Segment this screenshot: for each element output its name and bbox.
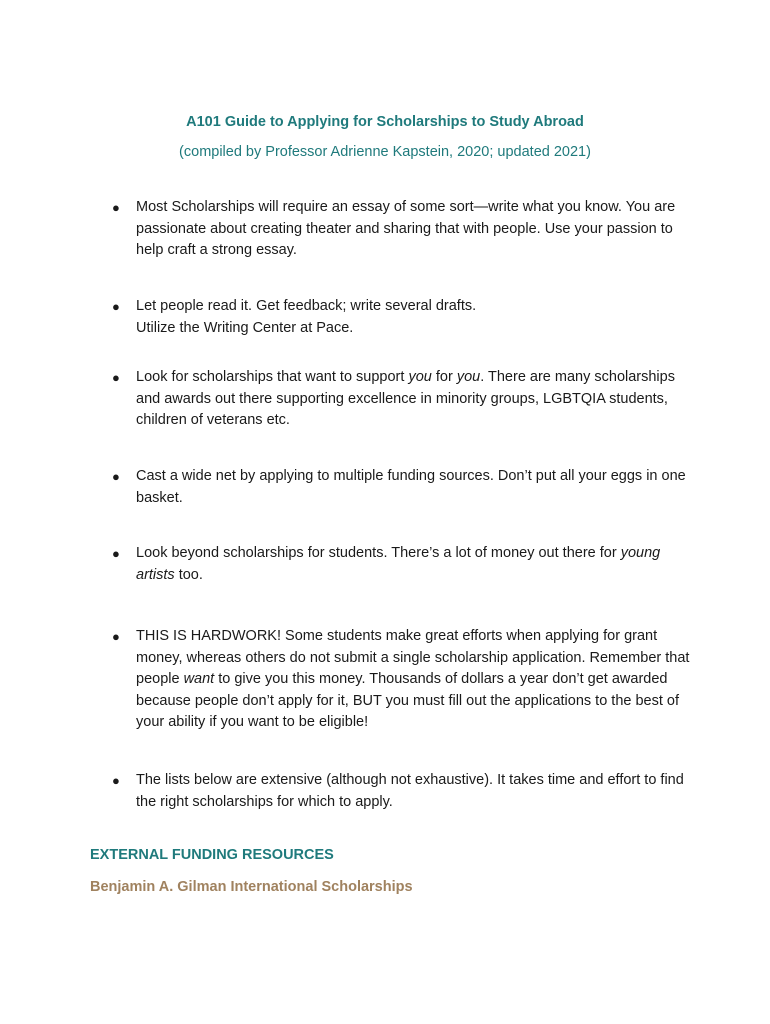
list-item <box>112 626 696 734</box>
list-item <box>112 197 696 262</box>
emphasis-text: young artists <box>136 545 661 583</box>
list-item <box>112 296 696 339</box>
list-item <box>112 367 696 432</box>
list-item-text: Most Scholarships will require an essay of some sort—write what you know. You are passionate about creating theater and sharing that with people. Use your passion to help craft a strong essay. <box>136 199 676 258</box>
list-item-text: The lists below are extensive (although not exhaustive). It takes time and effort to find the right scholarships for which to apply. <box>136 772 684 810</box>
text-run: . There are many scholarships and awards out there supporting excellence in minority groups, LGBTQIA students, children of veterans etc. <box>136 369 675 428</box>
list-item <box>112 543 696 586</box>
text-run: Look for scholarships that want to support <box>136 369 409 385</box>
bullet-icon: ● <box>112 370 120 385</box>
list-item-text <box>136 543 696 586</box>
bullet-icon: ● <box>112 546 120 561</box>
text-run: to give you this money. Thousands of dollars a year don’t get awarded because people don’t apply for it, BUT you must fill out the applications to the best of your ability if you want to be eligible! <box>136 671 679 730</box>
bullet-icon: ● <box>112 773 120 788</box>
emphasis-text: you <box>408 369 432 385</box>
document-subtitle: (compiled by Professor Adrienne Kapstein, 2020; updated 2021) <box>179 144 591 160</box>
list-item-text <box>136 626 696 734</box>
bullet-icon: ● <box>112 629 120 644</box>
text-run: for <box>431 369 457 385</box>
text-run: too. <box>174 566 203 583</box>
list-item-text: Cast a wide net by applying to multiple funding sources. Don’t put all your eggs in one basket. <box>136 468 686 506</box>
bullet-icon: ● <box>112 200 120 215</box>
scholarship-heading: Benjamin A. Gilman International Scholarships <box>90 879 413 895</box>
bullet-icon: ● <box>112 469 120 484</box>
text-run: Look beyond scholarships for students. There’s a lot of money out there for <box>136 545 621 561</box>
emphasis-text: want <box>183 671 215 687</box>
emphasis-text: you <box>456 369 481 385</box>
list-item-text-line2: Utilize the Writing Center at Pace. <box>136 319 354 336</box>
list-item-text: Let people read it. Get feedback; write several drafts. <box>136 298 477 314</box>
list-item <box>112 466 696 509</box>
document-title: A101 Guide to Applying for Scholarships to Study Abroad <box>186 114 584 130</box>
bullet-icon: ● <box>112 299 120 314</box>
section-heading: EXTERNAL FUNDING RESOURCES <box>90 847 334 863</box>
text-run: THIS IS HARDWORK! Some students make great efforts when applying for grant money, whereas others do not submit a single scholarship application. Remember that people <box>136 628 690 687</box>
list-item-text <box>136 367 696 432</box>
list-item <box>112 770 696 813</box>
